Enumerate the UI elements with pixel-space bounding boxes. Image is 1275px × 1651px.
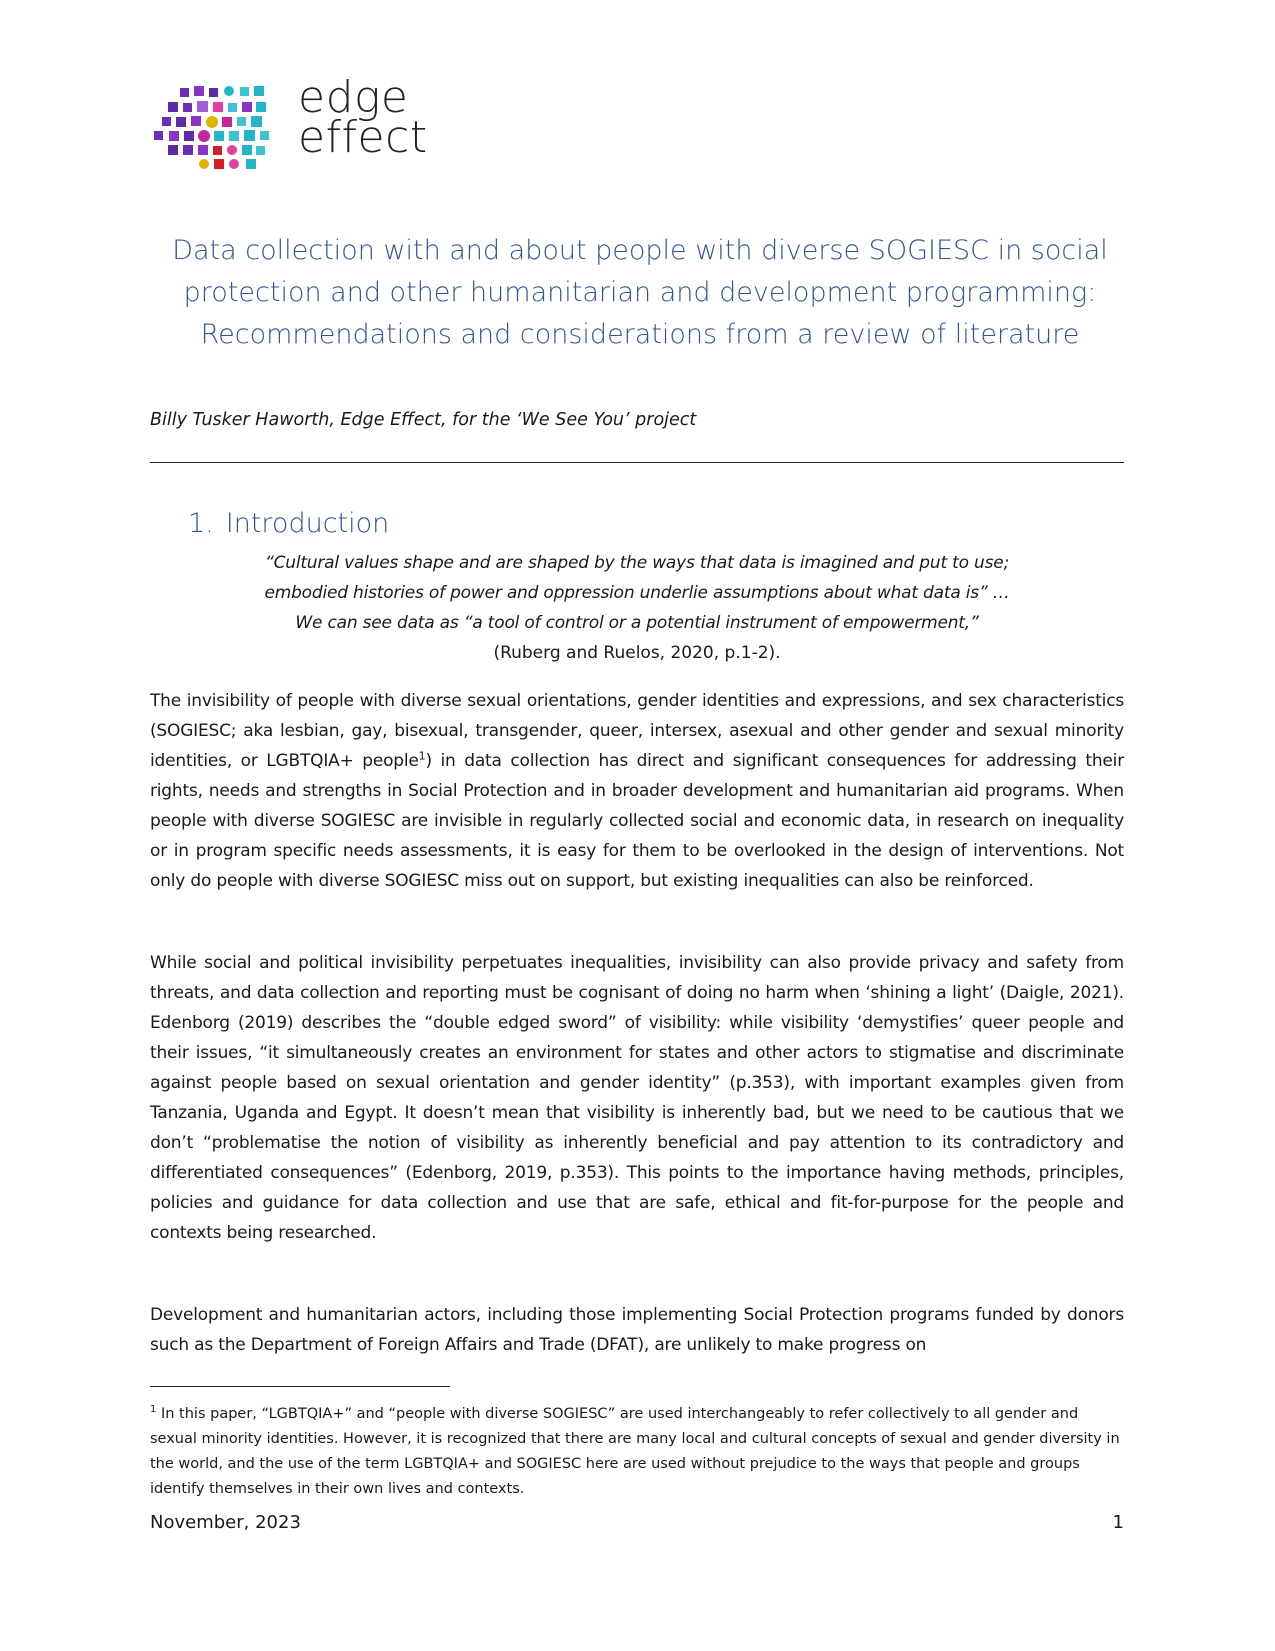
- quote-line-2: embodied histories of power and oppression underlie assumptions about what data is” …: [264, 583, 1010, 603]
- footnote-text: In this paper, “LGBTQIA+” and “people with diverse SOGIESC” are used interchangeably to refer collectively to all gender and sexual minority identities. However, it is recognized that there are many local and cultural concepts of sexual and gender diversity in the world, and the use of the term LGBTQIA+ and SOGIESC here are used without prejudice to the ways that people and groups identify themselves in their own lives and contexts.: [150, 1406, 1120, 1497]
- logo-word-edge: edge: [298, 72, 409, 123]
- section-heading: [188, 506, 389, 542]
- title-line-2: protection and other humanitarian and development programming:: [183, 277, 1097, 308]
- paragraph-1-part-a: The invisibility of people with diverse sexual orientations, gender identities and expressions, and sex characteristics (SOGIESC; aka lesbian, gay, bisexual, transgender, queer, intersex, asexual and other gender and sexual minority identities, or LGBTQIA+ people: [150, 691, 1124, 771]
- footer-date: November, 2023: [150, 1512, 301, 1533]
- quote-citation: (Ruberg and Ruelos, 2020, p.1-2).: [493, 643, 781, 663]
- quote-line-1: “Cultural values shape and are shaped by the ways that data is imagined and put to use;: [264, 553, 1010, 573]
- quote-line-3: We can see data as “a tool of control or a potential instrument of empowerment,”: [295, 613, 979, 633]
- paragraph-1-part-b: ) in data collection has direct and significant consequences for addressing their rights, needs and strengths in Social Protection and in broader development and humanitarian aid programs. When people with diverse SOGIESC are invisible in regularly collected social and economic data, in research on inequality or in program specific needs assessments, it is easy for them to be overlooked in the design of interventions. Not only do people with diverse SOGIESC miss out on support, but existing inequalities can also be reinforced.: [150, 751, 1124, 891]
- footnote-divider: [150, 1386, 450, 1387]
- author-byline: Billy Tusker Haworth, Edge Effect, for the ‘We See You’ project: [150, 410, 697, 430]
- footnote-marker: 1: [150, 1404, 157, 1416]
- title-line-1: Data collection with and about people with diverse SOGIESC in social: [172, 235, 1108, 266]
- title-line-3: Recommendations and considerations from a review of literature: [200, 319, 1080, 350]
- body-paragraph-1: [150, 686, 1124, 896]
- document-title: [160, 230, 1120, 356]
- section-title: Introduction: [225, 508, 390, 539]
- footnote: [150, 1402, 1124, 1502]
- logo-word-effect: effect: [298, 112, 428, 163]
- section-number: 1.: [188, 508, 214, 539]
- footnote-reference[interactable]: 1: [418, 749, 426, 763]
- header-divider: [150, 462, 1124, 463]
- logo-wordmark: [298, 72, 428, 163]
- page-number: 1: [1112, 1512, 1124, 1533]
- epigraph-quote: [150, 548, 1124, 668]
- logo-squares: [154, 86, 269, 169]
- body-paragraph-3: Development and humanitarian actors, including those implementing Social Protection programs funded by donors such as the Department of Foreign Affairs and Trade (DFAT), are unlikely to make progress on: [150, 1305, 1124, 1355]
- body-paragraph-2: While social and political invisibility perpetuates inequalities, invisibility can also provide privacy and safety from threats, and data collection and reporting must be cognisant of doing no harm when ‘shining a light’ (Daigle, 2021). Edenborg (2019) describes the “double edged sword” of visibility: while visibility ‘demystifies’ queer people and their issues, “it simultaneously creates an environment for states and other actors to stigmatise and discriminate against people based on sexual orientation and gender identity” (p.353), with important examples given from Tanzania, Uganda and Egypt. It doesn’t mean that visibility is inherently bad, but we need to be cautious that we don’t “problematise the notion of visibility as inherently beneficial and pay attention to its contradictory and differentiated consequences” (Edenborg, 2019, p.353). This points to the importance having methods, principles, policies and guidance for data collection and use that are safe, ethical and fit-for-purpose for the people and contexts being researched.: [150, 953, 1124, 1243]
